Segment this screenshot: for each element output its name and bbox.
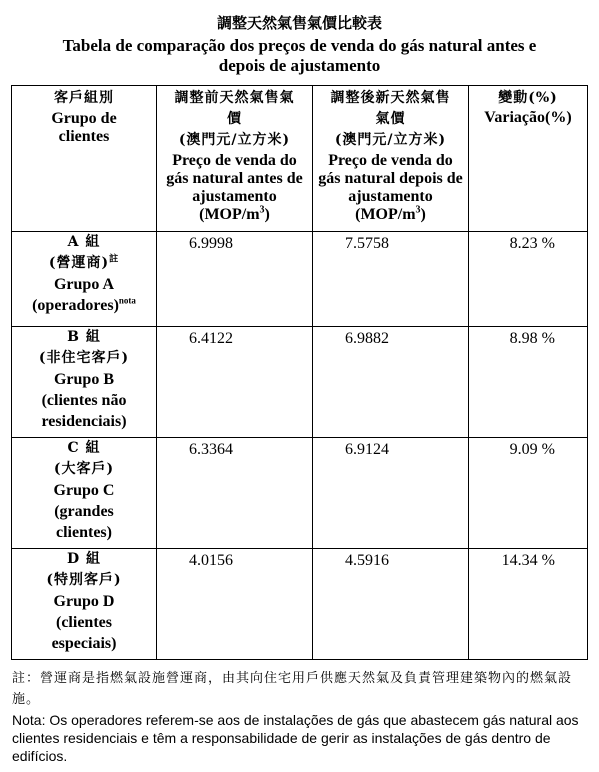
group-name-pt: Grupo D bbox=[53, 593, 115, 610]
change-cell bbox=[469, 438, 588, 549]
price-after-cell bbox=[313, 549, 469, 660]
group-name-pt: Grupo B bbox=[53, 371, 114, 388]
group-name-zh: B 組 bbox=[67, 329, 101, 345]
group-sub-zh bbox=[12, 253, 156, 274]
document-title-chinese: 調整天然氣售氣價比較表 bbox=[216, 14, 382, 32]
price-before-cell bbox=[157, 549, 313, 660]
price-after-cell bbox=[313, 438, 469, 549]
header-before-unit-zh: (澳門元/立方米) bbox=[178, 132, 291, 148]
group-sub-pt-text: (operadores) bbox=[32, 297, 119, 314]
change-value: 8.23 % bbox=[509, 235, 555, 252]
change-cell bbox=[469, 327, 588, 438]
price-before-cell bbox=[157, 232, 313, 327]
header-before-zh: 調整前天然氣售氣價 bbox=[174, 90, 295, 127]
price-after-value: 4.5916 bbox=[345, 552, 389, 569]
header-after-unit-text: (MOP/m bbox=[355, 206, 416, 223]
group-cell bbox=[12, 438, 157, 549]
header-after-unit-close: ) bbox=[420, 206, 426, 223]
group-sub-zh: (特別客戶) bbox=[46, 572, 122, 588]
table-header-row bbox=[12, 86, 588, 232]
header-after-zh: 調整後新天然氣售氣價 bbox=[330, 90, 451, 127]
header-before-unit-text: (MOP/m bbox=[199, 206, 260, 223]
group-name-pt: Grupo A bbox=[53, 276, 114, 293]
header-change bbox=[469, 86, 588, 232]
price-before-value: 6.3364 bbox=[189, 441, 233, 458]
header-change-pt: Variação(%) bbox=[484, 109, 572, 126]
price-before-value: 6.4122 bbox=[189, 330, 233, 347]
change-cell bbox=[469, 232, 588, 327]
header-after-unit-pt bbox=[313, 206, 468, 224]
price-after-cell bbox=[313, 327, 469, 438]
header-after-pt: Preço de venda do gás natural depois de ajustamento bbox=[318, 152, 463, 205]
header-group-pt: Grupo de clientes bbox=[51, 110, 117, 145]
change-cell bbox=[469, 549, 588, 660]
change-value: 9.09 % bbox=[509, 441, 555, 458]
group-cell bbox=[12, 232, 157, 327]
change-value: 8.98 % bbox=[509, 330, 555, 347]
group-sub-zh: (非住宅客戶) bbox=[38, 350, 130, 366]
price-before-value: 4.0156 bbox=[189, 552, 233, 569]
price-comparison-table bbox=[11, 85, 588, 660]
group-sub-pt: (clientes não residenciais) bbox=[41, 392, 127, 430]
header-before-unit-exponent: 3 bbox=[259, 204, 265, 216]
group-name-zh: A 組 bbox=[67, 234, 101, 250]
table-row bbox=[12, 327, 588, 438]
group-cell bbox=[12, 549, 157, 660]
header-before-unit-pt bbox=[157, 206, 312, 224]
note-marker-pt: nota bbox=[118, 295, 136, 306]
header-group-zh: 客戶組別 bbox=[54, 90, 114, 106]
group-sub-zh: (大客戶) bbox=[53, 461, 115, 477]
change-value: 14.34 % bbox=[501, 552, 555, 569]
document-title-portuguese: Tabela de comparação dos preços de venda do gás natural antes e depois de ajustamento bbox=[62, 36, 537, 75]
price-after-value: 6.9124 bbox=[345, 441, 389, 458]
group-name-zh: C 組 bbox=[67, 440, 101, 456]
header-change-zh: 變動(%) bbox=[498, 90, 558, 106]
price-after-cell bbox=[313, 232, 469, 327]
price-before-value: 6.9998 bbox=[189, 235, 233, 252]
footnote-portuguese: Nota: Os operadores referem-se aos de instalações de gás que abastecem gás natural aos clientes residenciais e têm a responsabilidade de gerir as instalações de gás dentro de edifícios. bbox=[12, 712, 579, 764]
footnote-chinese: 註：營運商是指燃氣設施營運商，由其向住宅用戶供應天然氣及負責管理建築物內的燃氣設施。 bbox=[12, 671, 573, 707]
price-before-cell bbox=[157, 327, 313, 438]
note-marker-zh: 註 bbox=[109, 254, 120, 265]
group-name-zh: D 組 bbox=[66, 551, 101, 567]
header-before-pt: Preço de venda do gás natural antes de ajustamento bbox=[166, 152, 303, 205]
price-after-value: 6.9882 bbox=[345, 330, 389, 347]
group-sub-pt: (grandes clientes) bbox=[54, 503, 114, 541]
header-group bbox=[12, 86, 157, 232]
price-after-value: 7.5758 bbox=[345, 235, 389, 252]
group-cell bbox=[12, 327, 157, 438]
group-sub-pt bbox=[12, 295, 156, 316]
table-row bbox=[12, 438, 588, 549]
group-sub-zh-text: (營運商) bbox=[48, 255, 110, 271]
header-after-unit-exponent: 3 bbox=[415, 204, 421, 216]
table-row bbox=[12, 232, 588, 327]
header-price-before bbox=[157, 86, 313, 232]
group-sub-pt: (clientes especiais) bbox=[51, 614, 117, 652]
group-name-pt: Grupo C bbox=[53, 482, 115, 499]
header-after-unit-zh: (澳門元/立方米) bbox=[334, 132, 447, 148]
header-price-after bbox=[313, 86, 469, 232]
table-row bbox=[12, 549, 588, 660]
header-before-unit-close: ) bbox=[264, 206, 270, 223]
price-before-cell bbox=[157, 438, 313, 549]
